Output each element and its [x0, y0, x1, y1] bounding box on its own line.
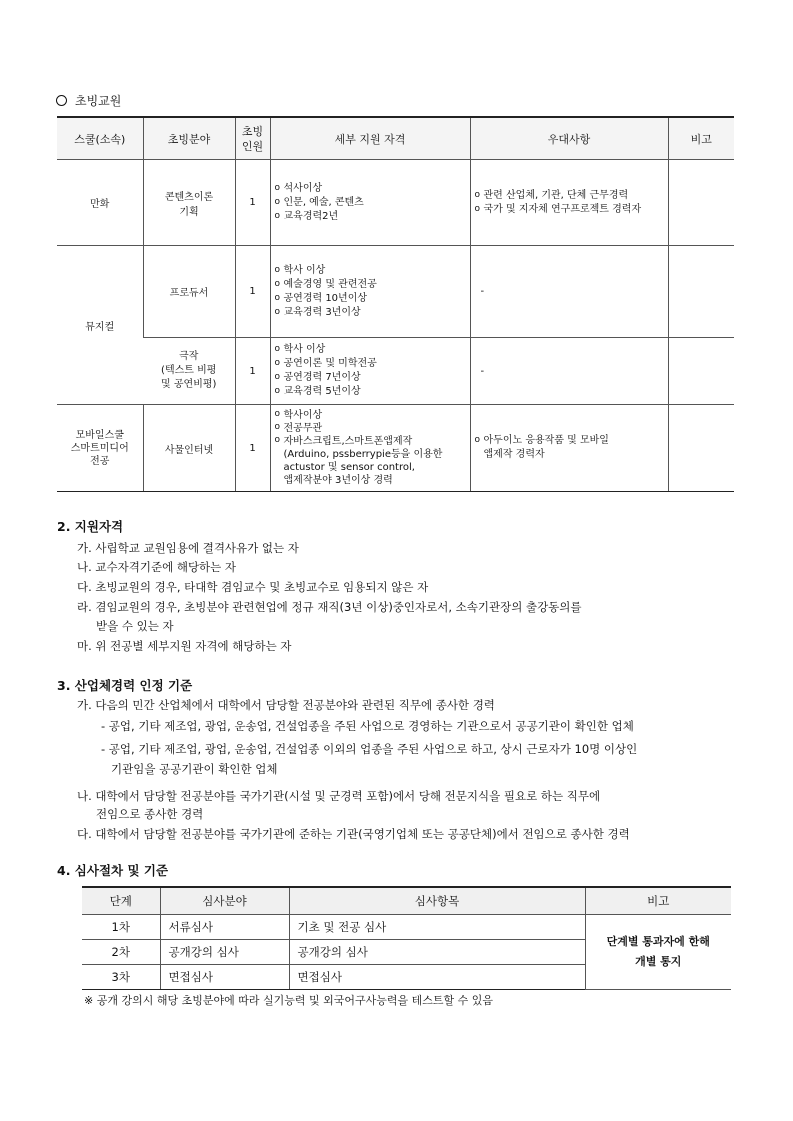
table-row: [57, 338, 734, 405]
qualifications-cell: [270, 246, 470, 338]
list-item: 나. 대학에서 담당할 전공분야를 국가기관(시설 및 군경력 포함)에서 당해 전문지식을 필요로 하는 직무에: [77, 789, 601, 803]
list-item: o 교육경력 5년이상: [275, 385, 466, 399]
list-item: 다. 초빙교원의 경우, 타대학 겸임교수 및 초빙교수로 임용되지 않은 자: [77, 580, 429, 594]
list-item: o 공연경력 10년이상: [275, 292, 466, 306]
qualifications-cell: [270, 338, 470, 405]
item-cell: 기초 및 전공 심사: [289, 915, 585, 940]
field-cell: 극작 (텍스트 비평 및 공연비평): [143, 338, 235, 405]
table-header-row: [82, 887, 731, 915]
header-school: 스쿨(소속): [57, 117, 143, 160]
section-title: 4. 심사절차 및 기준: [57, 863, 169, 878]
list-item: - 공업, 기타 제조업, 광업, 운송업, 건설업종 이외의 업종을 주된 사업으로 하고, 상시 근로자가 10명 이상인: [101, 742, 638, 756]
header-note: 비고: [668, 117, 734, 160]
qualifications-cell: [270, 405, 470, 492]
area-cell: 공개강의 심사: [160, 940, 289, 965]
review-procedure-table: [82, 886, 731, 990]
preferences-cell: -: [470, 338, 668, 405]
stage-cell: 2차: [82, 940, 160, 965]
school-cell: 모바일스쿨 스마트미디어 전공: [57, 405, 143, 492]
table-row: [57, 405, 734, 492]
list-item: 다. 대학에서 담당할 전공분야를 국가기관에 준하는 기관(국영기업체 또는 공공단체)에서 전임으로 종사한 경력: [77, 827, 630, 841]
header-qualifications: 세부 지원 자격: [270, 117, 470, 160]
list-item: 나. 교수자격기준에 해당하는 자: [77, 560, 237, 574]
preferences-cell: [470, 405, 668, 492]
field-cell: 사물인터넷: [143, 405, 235, 492]
header-count: 초빙 인원: [235, 117, 270, 160]
list-item: o 관련 산업체, 기관, 단체 근무경력: [475, 189, 664, 203]
note-cell: [668, 405, 734, 492]
list-item: o 아두이노 응용작품 및 모바일 앱제작 경력자: [475, 434, 664, 462]
area-cell: 서류심사: [160, 915, 289, 940]
note-cell: [668, 246, 734, 338]
field-cell: 프로듀서: [143, 246, 235, 338]
list-item: - 공업, 기타 제조업, 광업, 운송업, 건설업종을 주된 사업으로 경영하는 기관으로서 공공기관이 확인한 업체: [101, 719, 634, 733]
list-item: o 학사이상: [275, 409, 466, 422]
header-field: 초빙분야: [143, 117, 235, 160]
footnote: ※ 공개 강의시 해당 초빙분야에 따라 실기능력 및 외국어구사능력을 테스트할 수 있음: [84, 994, 493, 1007]
list-item: o 국가 및 지자체 연구프로젝트 경력자: [475, 203, 664, 217]
item-cell: 공개강의 심사: [289, 940, 585, 965]
table-header-row: [57, 117, 734, 160]
preferences-cell: -: [470, 246, 668, 338]
item-cell: 면접심사: [289, 965, 585, 990]
note-cell: [668, 338, 734, 405]
note-cell: [668, 160, 734, 246]
list-item-continued: 전임으로 종사한 경력: [96, 807, 204, 821]
count-cell: 1: [235, 405, 270, 492]
table-row: [57, 160, 734, 246]
list-item: o 교육경력 3년이상: [275, 306, 466, 320]
section-title: 3. 산업체경력 인정 기준: [57, 678, 193, 693]
list-item: o 교육경력2년: [275, 210, 466, 224]
qualifications-cell: [270, 160, 470, 246]
list-item: o 석사이상: [275, 182, 466, 196]
list-item-continued: 기관임을 공공기관이 확인한 업체: [111, 762, 278, 776]
school-cell: 뮤지컬: [57, 246, 143, 405]
field-cell: 콘텐츠이론 기획: [143, 160, 235, 246]
list-item: 마. 위 전공별 세부지원 자격에 해당하는 자: [77, 639, 292, 653]
header-item: 심사항목: [289, 887, 585, 915]
list-item: o 인문, 예술, 콘텐츠: [275, 196, 466, 210]
section-title: 2. 지원자격: [57, 519, 124, 534]
header-area: 심사분야: [160, 887, 289, 915]
header-preferences: 우대사항: [470, 117, 668, 160]
list-item: o 공연경력 7년이상: [275, 371, 466, 385]
list-item: 가. 다음의 민간 산업체에서 대학에서 담당할 전공분야와 관련된 직무에 종사한 경력: [77, 698, 495, 712]
area-cell: 면접심사: [160, 965, 289, 990]
list-item-continued: 받을 수 있는 자: [96, 619, 174, 633]
list-item: o 학사 이상: [275, 343, 466, 357]
table-row: [57, 246, 734, 338]
list-item: 라. 겸임교원의 경우, 초빙분야 관련현업에 정규 재직(3년 이상)중인자로서, 소속기관장의 출강동의를: [77, 600, 582, 614]
header-remark: 비고: [585, 887, 731, 915]
list-item: o 전공무관: [275, 422, 466, 435]
table-row: [82, 915, 731, 940]
count-cell: 1: [235, 338, 270, 405]
header-stage: 단계: [82, 887, 160, 915]
count-cell: 1: [235, 246, 270, 338]
count-cell: 1: [235, 160, 270, 246]
stage-cell: 3차: [82, 965, 160, 990]
school-cell: 만화: [57, 160, 143, 246]
invited-heading: 초빙교원: [56, 92, 121, 109]
list-item: o 자바스크립트,스마트폰앱제작 (Arduino, pssberrypie등을 이용한 actustor 및 sensor control, 앱제작분야 3년이상 경력: [275, 435, 466, 487]
invited-faculty-table: [57, 116, 734, 492]
stage-cell: 1차: [82, 915, 160, 940]
list-item: 가. 사립학교 교원임용에 결격사유가 없는 자: [77, 541, 299, 555]
circle-bullet-icon: [56, 95, 67, 106]
list-item: o 예술경영 및 관련전공: [275, 278, 466, 292]
remark-cell: 단계별 통과자에 한해 개별 통지: [585, 915, 731, 990]
list-item: o 공연이론 및 미학전공: [275, 357, 466, 371]
list-item: o 학사 이상: [275, 264, 466, 278]
preferences-cell: [470, 160, 668, 246]
